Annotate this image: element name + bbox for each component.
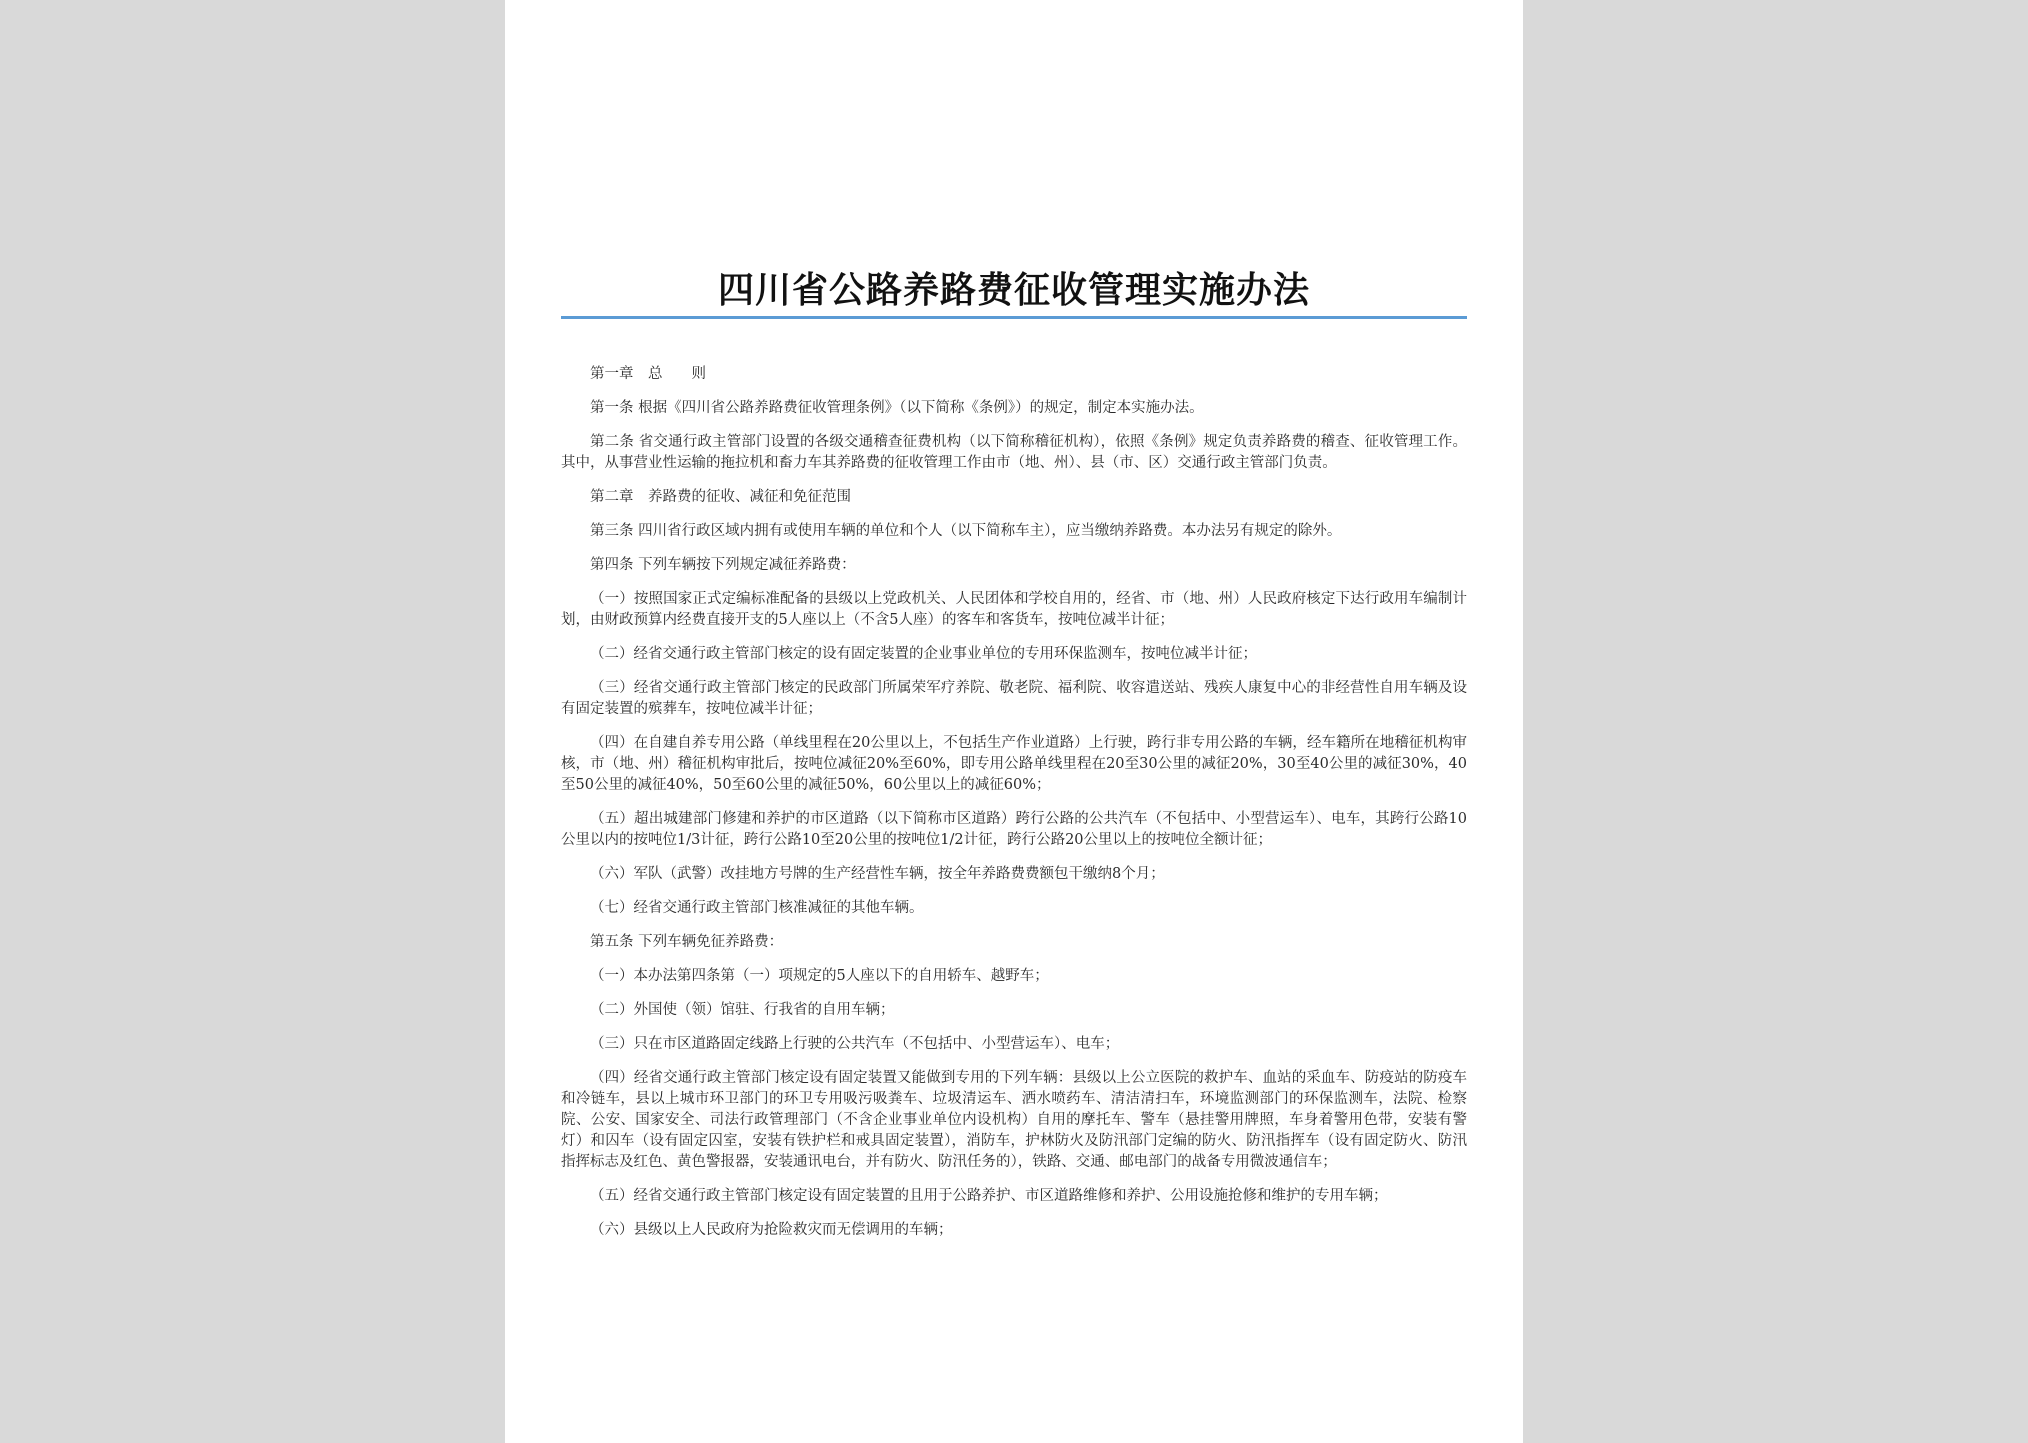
clause-paragraph: （三）经省交通行政主管部门核定的民政部门所属荣军疗养院、敬老院、福利院、收容遣送站、残疾人康复中心的非经营性自用车辆及设有固定装置的殡葬车，按吨位减半计征；: [561, 680, 1467, 717]
clause-paragraph: （六）军队（武警）改挂地方号牌的生产经营性车辆，按全年养路费费额包干缴纳8个月；: [590, 866, 1165, 882]
clause-paragraph: （二）经省交通行政主管部门核定的设有固定装置的企业事业单位的专用环保监测车，按吨位减半计征；: [590, 646, 1257, 662]
clause-paragraph: （六）县级以上人民政府为抢险救灾而无偿调用的车辆；: [590, 1222, 953, 1238]
chapter-heading: 第二章 养路费的征收、减征和免征范围: [590, 489, 851, 505]
clause-paragraph: （四）经省交通行政主管部门核定设有固定装置又能做到专用的下列车辆：县级以上公立医院的救护车、血站的采血车、防疫站的防疫车和冷链车，县以上城市环卫部门的环卫专用吸污吸粪车、垃圾清运车、洒水喷药车、清洁清扫车，环境监测部门的环保监测车，法院、检察院、公安、国家安全、司法行政管理部门（不含企业事业单位内设机构）自用的摩托车、警车（悬挂警用牌照，车身着警用色带，安装有警灯）和囚车（设有固定囚室，安装有铁护栏和戒具固定装置），消防车，护林防火及防汛部门定编的防火、防汛指挥车（设有固定防火、防汛指挥标志及红色、黄色警报器，安装通讯电台，并有防火、防汛任务的），铁路、交通、邮电部门的战备专用微波通信车；: [561, 1070, 1467, 1170]
article-paragraph: 第一条 根据《四川省公路养路费征收管理条例》（以下简称《条例》）的规定，制定本实施办法。: [590, 400, 1204, 416]
clause-paragraph: （一）按照国家正式定编标准配备的县级以上党政机关、人民团体和学校自用的，经省、市（地、州）人民政府核定下达行政用车编制计划，由财政预算内经费直接开支的5人座以上（不含5人座）的客车和客货车，按吨位减半计征；: [561, 591, 1467, 628]
clause-paragraph: （五）超出城建部门修建和养护的市区道路（以下简称市区道路）跨行公路的公共汽车（不包括中、小型营运车）、电车，其跨行公路10公里以内的按吨位1/3计征，跨行公路10至20公里的按吨位1/2计征，跨行公路20公里以上的按吨位全额计征；: [561, 811, 1467, 848]
title-underline: [561, 316, 1467, 319]
clause-paragraph: （五）经省交通行政主管部门核定设有固定装置的且用于公路养护、市区道路维修和养护、公用设施抢修和维护的专用车辆；: [590, 1188, 1388, 1204]
document-page: [505, 0, 1523, 1443]
chapter-heading: 第一章 总 则: [590, 366, 706, 382]
article-paragraph: 第三条 四川省行政区域内拥有或使用车辆的单位和个人（以下简称车主），应当缴纳养路费。本办法另有规定的除外。: [590, 523, 1342, 539]
article-paragraph: 第四条 下列车辆按下列规定减征养路费：: [590, 557, 856, 573]
article-paragraph: 第二条 省交通行政主管部门设置的各级交通稽查征费机构（以下简称稽征机构），依照《条例》规定负责养路费的稽查、征收管理工作。其中，从事营业性运输的拖拉机和畜力车其养路费的征收管理工作由市（地、州）、县（市、区）交通行政主管部门负责。: [561, 434, 1467, 471]
clause-paragraph: （七）经省交通行政主管部门核准减征的其他车辆。: [590, 900, 924, 916]
clause-paragraph: （一）本办法第四条第（一）项规定的5人座以下的自用轿车、越野车；: [590, 968, 1049, 984]
clause-paragraph: （四）在自建自养专用公路（单线里程在20公里以上，不包括生产作业道路）上行驶，跨行非专用公路的车辆，经车籍所在地稽征机构审核，市（地、州）稽征机构审批后，按吨位减征20%至60%，即专用公路单线里程在20至30公里的减征20%，30至40公里的减征30%，40至50公里的减征40%，50至60公里的减征50%，60公里以上的减征60%；: [561, 735, 1467, 793]
document-title: 四川省公路养路费征收管理实施办法: [717, 270, 1310, 311]
document-body: [561, 364, 1467, 1254]
article-paragraph: 第五条 下列车辆免征养路费：: [590, 934, 784, 950]
clause-paragraph: （二）外国使（领）馆驻、行我省的自用车辆；: [590, 1002, 895, 1018]
clause-paragraph: （三）只在市区道路固定线路上行驶的公共汽车（不包括中、小型营运车）、电车；: [590, 1036, 1120, 1052]
